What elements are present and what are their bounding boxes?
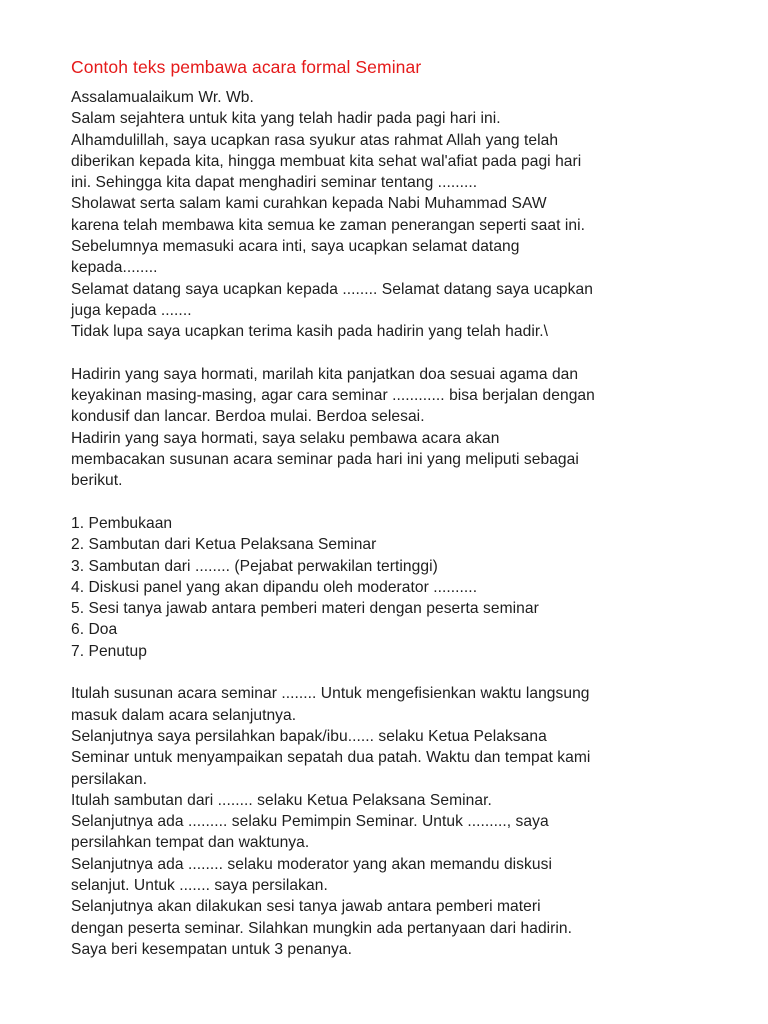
text-line: Selamat datang saya ucapkan kepada ........ Selamat datang saya ucapkan xyxy=(71,280,593,298)
text-line: Selanjutnya akan dilakukan sesi tanya jawab antara pemberi materi xyxy=(71,898,541,916)
text-line: diberikan kepada kita, hingga membuat kita sehat wal'afiat pada pagi hari xyxy=(71,152,582,170)
text-line: Seminar untuk menyampaikan sepatah dua patah. Waktu dan tempat kami xyxy=(71,749,591,767)
text-line: Selanjutnya ada ........ selaku moderator yang akan memandu diskusi xyxy=(71,855,552,873)
list-item: 7. Penutup xyxy=(71,642,147,660)
text-line: Itulah sambutan dari ........ selaku Ketua Pelaksana Seminar. xyxy=(71,791,492,809)
text-line: persilahkan tempat dan waktunya. xyxy=(71,834,310,852)
paragraph-closing xyxy=(71,683,698,960)
text-line: dengan peserta seminar. Silahkan mungkin ada pertanyaan dari hadirin. xyxy=(71,919,573,937)
text-line: Assalamualaikum Wr. Wb. xyxy=(71,89,254,106)
text-line: Saya beri kesempatan untuk 3 penanya. xyxy=(71,940,352,958)
text-line: Selanjutnya saya persilahkan bapak/ibu...... selaku Ketua Pelaksana xyxy=(71,727,547,745)
text-line: ini. Sehingga kita dapat menghadiri seminar tentang ......... xyxy=(71,174,478,192)
list-item: 5. Sesi tanya jawab antara pemberi materi dengan peserta seminar xyxy=(71,600,539,618)
text-line: Sholawat serta salam kami curahkan kepada Nabi Muhammad SAW xyxy=(71,195,547,213)
paragraph-opening xyxy=(71,87,698,343)
list-item: 4. Diskusi panel yang akan dipandu oleh moderator .......... xyxy=(71,578,478,596)
list-item: 3. Sambutan dari ........ (Pejabat perwakilan tertinggi) xyxy=(71,557,438,575)
text-line: Itulah susunan acara seminar ........ Untuk mengefisienkan waktu langsung xyxy=(71,685,590,703)
text-line: kondusif dan lancar. Berdoa mulai. Berdoa selesai. xyxy=(71,408,425,426)
text-line: karena telah membawa kita semua ke zaman penerangan seperti saat ini. xyxy=(71,216,585,234)
list-item: 6. Doa xyxy=(71,621,118,639)
text-line: berikut. xyxy=(71,472,123,490)
text-line: Alhamdulillah, saya ucapkan rasa syukur atas rahmat Allah yang telah xyxy=(71,131,559,149)
text-line: Tidak lupa saya ucapkan terima kasih pada hadirin yang telah hadir.\ xyxy=(71,323,548,341)
document-title: Contoh teks pembawa acara formal Seminar xyxy=(71,57,422,77)
text-line: persilakan. xyxy=(71,770,147,788)
text-line: Hadirin yang saya hormati, saya selaku pembawa acara akan xyxy=(71,429,500,447)
paragraph-gap xyxy=(71,662,698,683)
agenda-list xyxy=(71,513,698,662)
list-item: 1. Pembukaan xyxy=(71,514,173,532)
text-line: Salam sejahtera untuk kita yang telah hadir pada pagi hari ini. xyxy=(71,110,501,128)
text-line: selanjut. Untuk ....... saya persilakan. xyxy=(71,876,328,894)
text-line: Hadirin yang saya hormati, marilah kita panjatkan doa sesuai agama dan xyxy=(71,365,579,383)
text-line: keyakinan masing-masing, agar cara seminar ............ bisa berjalan dengan xyxy=(71,387,595,405)
paragraph-gap xyxy=(71,343,698,364)
text-line: Selanjutnya ada ......... selaku Pemimpin Seminar. Untuk ........., saya xyxy=(71,813,549,831)
paragraph-prayer xyxy=(71,364,698,492)
text-line: Sebelumnya memasuki acara inti, saya ucapkan selamat datang xyxy=(71,238,520,256)
text-line: juga kepada ....... xyxy=(71,301,192,319)
text-line: membacakan susunan acara seminar pada hari ini yang meliputi sebagai xyxy=(71,451,579,469)
paragraph-gap xyxy=(71,492,698,513)
text-line: kepada........ xyxy=(71,259,158,277)
text-line: masuk dalam acara selanjutnya. xyxy=(71,706,297,724)
list-item: 2. Sambutan dari Ketua Pelaksana Seminar xyxy=(71,536,377,554)
